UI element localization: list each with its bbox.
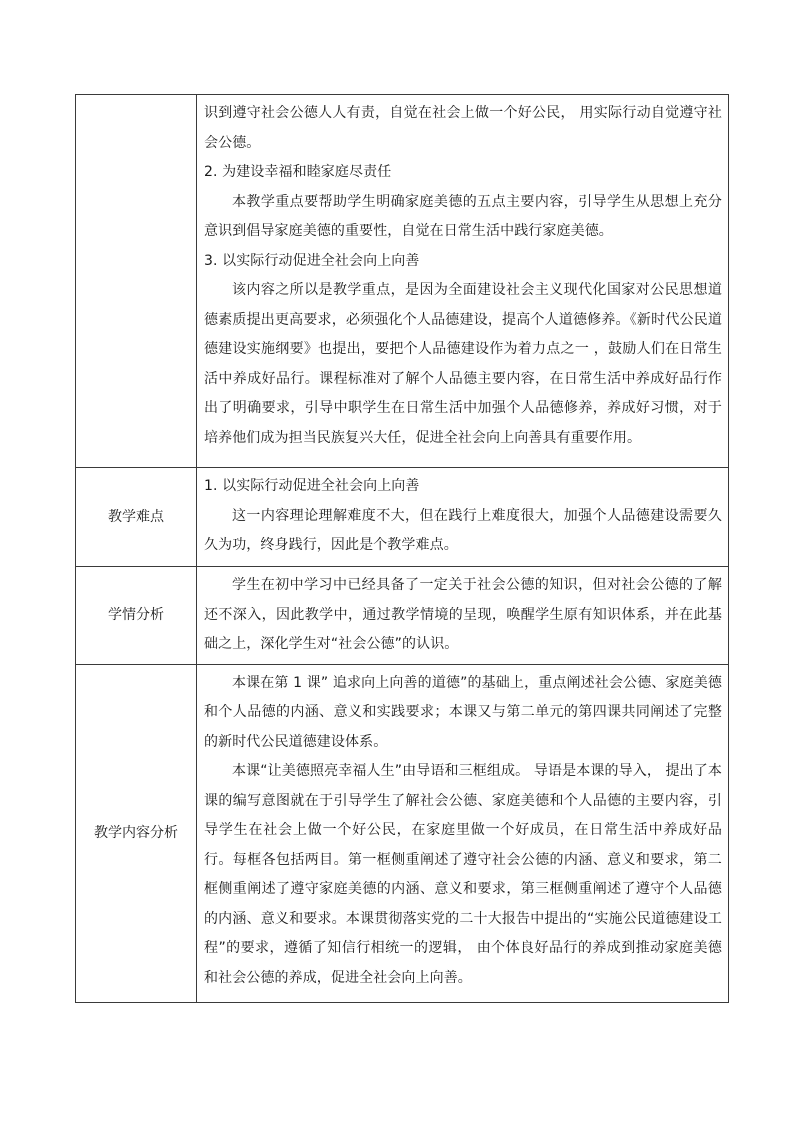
row-content-cell (197, 664, 729, 1002)
row-label: 学情分析 (108, 607, 164, 624)
table-row-content-analysis (76, 664, 729, 1002)
row-content-cell (197, 468, 729, 567)
numbered-item: 1. 以实际行动促进全社会向上向善 (204, 478, 420, 494)
paragraph: 本课“让美德照亮幸福人生”由导语和三框组成。 导语是本课的导入， 提出了本课的编写意图就在于引导学生了解社会公德、家庭美德和个人品德的主要内容，引导学生在社会上做一个好公民，在家庭里做一个好成员，在日常生活中养成好品行。每框各包括两目。第一框侧重阐述了遵守社会公德的内涵、意义和要求，第二框侧重阐述了遵守家庭美德的内涵、意义和要求，第三框侧重阐述了遵守个人品德的内涵、意义和要求。本课贯彻落实党的二十大报告中提出的“实施公民道德建设工程”的要求，遵循了知信行相统一的逻辑， 由个体良好品行的养成到推动家庭美德和社会公德的养成，促进全社会向上向善。 (204, 763, 722, 986)
row-label-cell (76, 567, 197, 665)
paragraph: 识到遵守社会公德人人有责，自觉在社会上做一个好公民， 用实际行动自觉遵守社会公德。 (204, 105, 722, 151)
row-content-cell (197, 95, 729, 468)
paragraph: 本课在第 1 课” 追求向上向善的道德”的基础上，重点阐述社会公德、家庭美德和个人品德的内涵、意义和实践要求；本课又与第二单元的第四课共同阐述了完整的新时代公民道德建设体系。 (204, 674, 722, 750)
paragraph: 本教学重点要帮助学生明确家庭美德的五点主要内容，引导学生从思想上充分意识到倡导家庭美德的重要性，自觉在日常生活中践行家庭美德。 (204, 193, 722, 239)
numbered-item: 2. 为建设幸福和睦家庭尽责任 (204, 164, 392, 180)
numbered-item: 3. 以实际行动促进全社会向上向善 (204, 252, 420, 269)
table-row-student-analysis (76, 567, 729, 665)
row-label-cell (76, 664, 197, 1002)
row-label-cell (76, 468, 197, 567)
lesson-plan-table (75, 94, 729, 1003)
row-content-cell (197, 567, 729, 665)
paragraph: 学生在初中学习中已经具备了一定关于社会公德的知识，但对社会公德的了解还不深入，因此教学中，通过教学情境的呈现，唤醒学生原有知识体系，并在此基础之上，深化学生对“社会公德”的认识。 (204, 577, 722, 652)
row-label: 教学内容分析 (94, 825, 178, 841)
row-label: 教学难点 (108, 509, 164, 525)
paragraph: 该内容之所以是教学重点，是因为全面建设社会主义现代化国家对公民思想道德素质提出更高要求，必须强化个人品德建设，提高个人道德修养。《新时代公民道德建设实施纲要》也提出，要把个人品德建设作为着力点之一 ，鼓励人们在日常生活中养成好品行。课程标准对了解个人品德主要内容，在日常生活中养成好品行作出了明确要求，引导中职学生在日常生活中加强个人品德修养，养成好习惯，对于培养他们成为担当民族复兴大任，促进全社会向上向善具有重要作用。 (204, 282, 722, 446)
table-row-difficulty (76, 468, 729, 567)
table-row-key-points (76, 95, 729, 468)
row-label-cell (76, 95, 197, 468)
paragraph: 这一内容理论理解难度不大，但在践行上难度很大，加强个人品德建设需要久久为功，终身践行，因此是个教学难点。 (204, 507, 722, 553)
